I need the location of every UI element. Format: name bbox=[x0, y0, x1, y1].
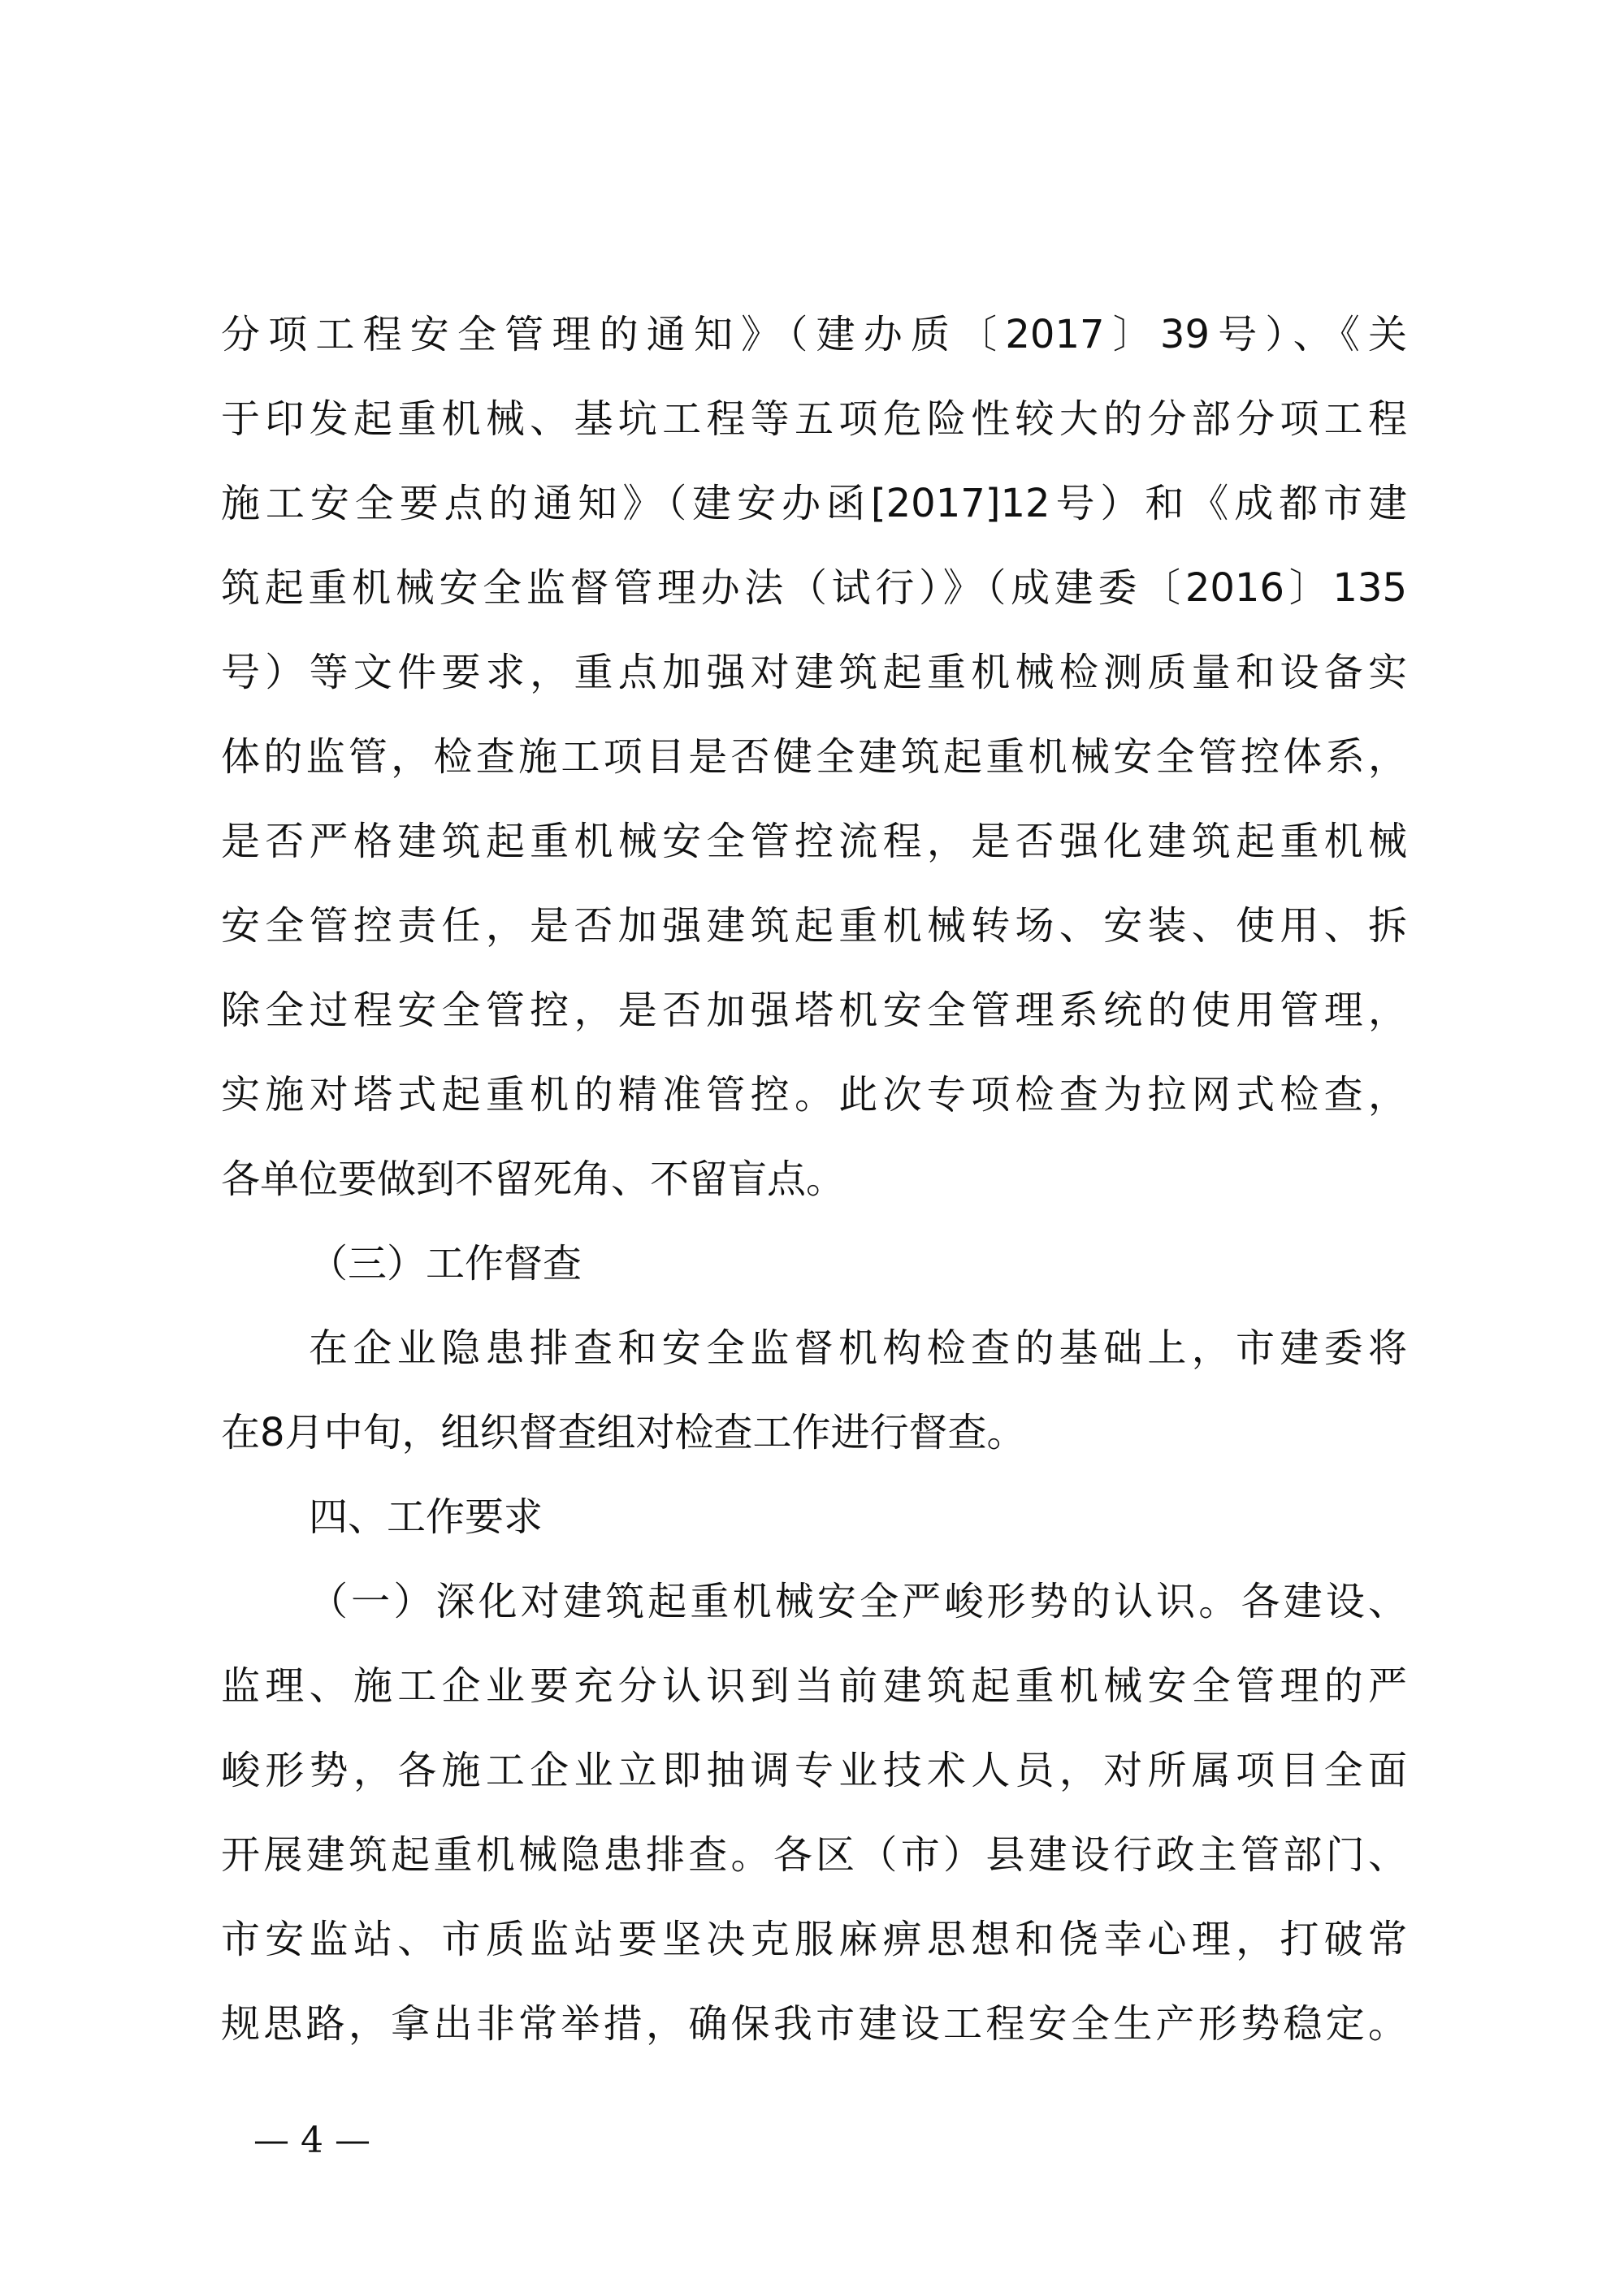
paragraph-3 bbox=[221, 1559, 1407, 2066]
text-line: 在企业隐患排查和安全监督机构检查的基础上，市建委将 bbox=[309, 1325, 1407, 1371]
page-number: — 4 — bbox=[253, 2120, 370, 2161]
text-line: 开展建筑起重机械隐患排查。各区（市）县建设行政主管部门、 bbox=[221, 1832, 1407, 1878]
paragraph-1 bbox=[221, 292, 1407, 1222]
text-line: 体的监管，检查施工项目是否健全建筑起重机械安全管控体系， bbox=[221, 734, 1407, 780]
text-line: 除全过程安全管控，是否加强塔机安全管理系统的使用管理， bbox=[221, 988, 1407, 1033]
section-heading-4: 四、工作要求 bbox=[309, 1494, 543, 1540]
text-line: 是否严格建筑起重机械安全管控流程，是否强化建筑起重机械 bbox=[221, 819, 1407, 864]
text-line: （一）深化对建筑起重机械安全严峻形势的认识。各建设、 bbox=[309, 1579, 1407, 1624]
text-line: 安全管控责任，是否加强建筑起重机械转场、安装、使用、拆 bbox=[221, 903, 1407, 949]
text-line: 规思路，拿出非常举措，确保我市建设工程安全生产形势稳定。 bbox=[221, 2001, 1407, 2047]
text-line: 分项工程安全管理的通知》（建办质〔2017〕39号）、《关 bbox=[221, 312, 1407, 357]
text-line: 市安监站、市质监站要坚决克服麻痹思想和侥幸心理，打破常 bbox=[221, 1917, 1407, 1962]
text-line: 监理、施工企业要充分认识到当前建筑起重机械安全管理的严 bbox=[221, 1663, 1407, 1709]
text-line: 在8月中旬，组织督查组对检查工作进行督查。 bbox=[221, 1410, 1026, 1455]
text-line: 筑起重机械安全监督管理办法（试行）》（成建委〔2016〕135 bbox=[221, 565, 1407, 611]
document-body bbox=[221, 292, 1407, 2066]
text-line: 号）等文件要求，重点加强对建筑起重机械检测质量和设备实 bbox=[221, 650, 1407, 695]
section-heading-3: （三）工作督查 bbox=[309, 1241, 582, 1286]
text-line: 施工安全要点的通知》（建安办函[2017]12号）和《成都市建 bbox=[221, 481, 1407, 526]
text-line: 实施对塔式起重机的精准管控。此次专项检查为拉网式检查， bbox=[221, 1072, 1407, 1118]
text-line: 峻形势，各施工企业立即抽调专业技术人员，对所属项目全面 bbox=[221, 1748, 1407, 1793]
text-line: 于印发起重机械、基坑工程等五项危险性较大的分部分项工程 bbox=[221, 396, 1407, 442]
text-line: 各单位要做到不留死角、不留盲点。 bbox=[221, 1157, 846, 1202]
paragraph-2 bbox=[221, 1306, 1407, 1475]
